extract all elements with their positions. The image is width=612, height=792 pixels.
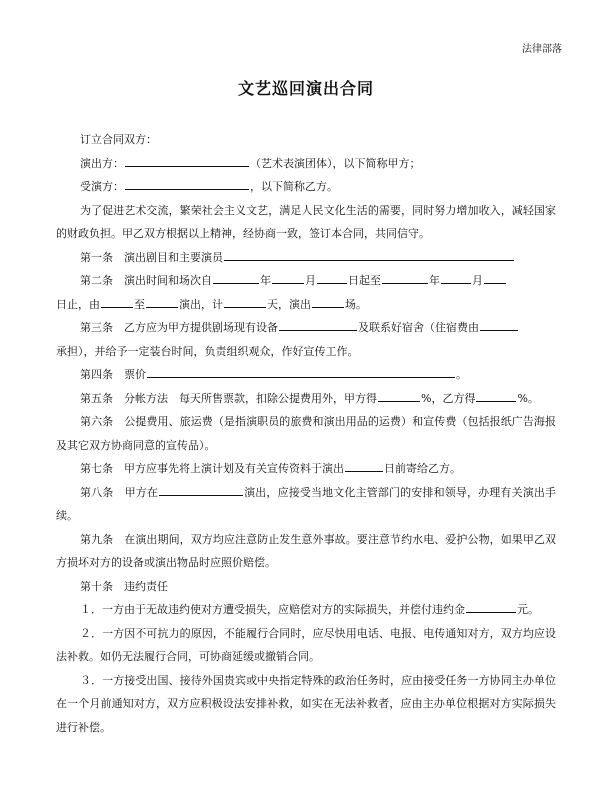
article-3-line-1 [56, 316, 556, 340]
intro-line: 订立合同双方： [80, 133, 157, 146]
party-b-share-blank[interactable] [476, 389, 516, 402]
article-4-text: 第四条 票价 [80, 368, 146, 381]
show-count-label: 演出，计 [179, 297, 223, 311]
penalty-amount-blank[interactable] [466, 600, 516, 613]
article-3-line-2: 承担），并给予一定装台时间，负责组织观众，作好宣传工作。 [56, 344, 359, 358]
year-label-2: 年 [429, 274, 440, 287]
article-1-text: 第一条 演出剧目和主要演员 [80, 250, 223, 264]
article-3-text-2: 及联系好宿舍（住宿费由 [358, 321, 479, 334]
end-day-blank-start[interactable] [484, 271, 506, 284]
article-2-line-2 [56, 293, 556, 317]
location-blank[interactable] [159, 483, 243, 496]
party-b-suffix: ，以下简称乙方。 [250, 180, 338, 193]
clause-1-end: 元。 [517, 603, 539, 616]
day-from-label: 日起至 [348, 274, 381, 287]
preamble-paragraph: 为了促进艺术交流，繁荣社会主义文艺，满足人民文化生活的需要，同时努力增加收入，减轻国家的财政负担。甲乙双方根据以上精神，经协商一致，签订本合同，共同信守。 [56, 203, 556, 240]
article-7-text: 第七条 甲方应事先将上演计划及有关宣传资料于演出 [80, 462, 344, 475]
party-a-line [56, 152, 556, 176]
party-a-share-blank[interactable] [378, 389, 420, 402]
article-1-line [56, 246, 556, 270]
party-a-label: 演出方： [80, 156, 124, 170]
article-6-paragraph: 第六条 公提费用、旅运费（是指演职员的旅费和演出用品的运费）和宣传费（包括报纸广告海报及其它双方协商同意的宣传品）。 [56, 415, 556, 452]
article-5-line [56, 387, 556, 411]
article-8-text-2: 演出，应接受当地文化主管部门的安排和领导，办理有关演出手续。 [56, 485, 556, 522]
clause-1-text: １．一方由于无故违约使对方遭受损失，应赔偿对方的实际损失，并偿付违约金 [80, 603, 465, 616]
days-label: 天，演出 [267, 297, 311, 311]
shows-blank[interactable] [312, 295, 344, 308]
start-month-blank[interactable] [272, 271, 304, 284]
party-b-blank[interactable] [125, 177, 249, 190]
clause-3-paragraph: ３．一方接受出国、接待外国贵宾或中央指定特殊的政治任务时，应由接受任务一方协同主办单位在一个月前通知对方，双方应积极设法安排补救，如实在无法补救者，应由主办单位根据对方实际损失进行补偿。 [56, 673, 556, 734]
end-month-blank[interactable] [441, 271, 471, 284]
article-5-text-3: %。 [517, 391, 539, 405]
party-a-blank[interactable] [125, 154, 249, 167]
venue-to-blank[interactable] [146, 295, 178, 308]
article-3-text: 第三条 乙方应为甲方提供剧场现有设备 [80, 321, 278, 334]
article-10-line: 第十条 违约责任 [80, 579, 168, 593]
document-title: 文艺巡回演出合同 [237, 79, 374, 98]
party-b-line [56, 175, 556, 199]
days-blank[interactable] [224, 295, 266, 308]
article-7-text-2: 日前寄给乙方。 [384, 462, 461, 475]
year-label: 年 [260, 274, 271, 287]
article-9-paragraph: 第九条 在演出期间，双方均应注意防止发生意外事故。要注意节约水电、爱护公物，如果甲乙双方损坏对方的设备或演出物品时应照价赔偿。 [56, 532, 556, 569]
article-7-line [56, 457, 556, 481]
venue-from-blank[interactable] [101, 295, 133, 308]
contract-body [56, 128, 556, 739]
header-tag: 法律部落 [522, 44, 562, 55]
to-label: 至 [134, 297, 145, 311]
days-before-blank[interactable] [345, 459, 383, 472]
article-2-text: 第二条 演出时间和场次自 [80, 274, 212, 287]
article-8-text: 第八条 甲方在 [80, 485, 158, 499]
shows-label: 场。 [345, 297, 367, 311]
start-day-blank[interactable] [317, 271, 347, 284]
article-2-line-1 [56, 269, 556, 293]
month-label-2: 月 [472, 274, 483, 287]
article-4-line [56, 363, 556, 387]
clause-2-paragraph: ２．一方因不可抗力的原因，不能履行合同时，应尽快用电话、电报、电传通知对方，双方均应设法补救。如仍无法履行合同，可协商延缓或撤销合同。 [56, 626, 556, 663]
equipment-blank[interactable] [279, 318, 357, 331]
start-year-blank[interactable] [213, 271, 259, 284]
article-4-end: 。 [456, 368, 467, 381]
party-b-label: 受演方： [80, 180, 124, 193]
party-a-suffix: （艺术表演团体），以下简称甲方； [250, 156, 421, 170]
end-year-blank[interactable] [382, 271, 428, 284]
day-end-label: 日止，由 [56, 297, 100, 311]
clause-1-line [56, 598, 556, 622]
article-5-text: 第五条 分帐方法 每天所售票款，扣除公提费用外，甲方得 [80, 391, 377, 405]
article-8-paragraph [56, 481, 556, 528]
article-1-blank[interactable] [224, 248, 514, 261]
ticket-price-blank[interactable] [147, 365, 455, 378]
lodging-payer-blank[interactable] [480, 318, 518, 331]
article-5-text-2: %，乙方得 [421, 391, 476, 405]
month-label: 月 [305, 274, 316, 287]
